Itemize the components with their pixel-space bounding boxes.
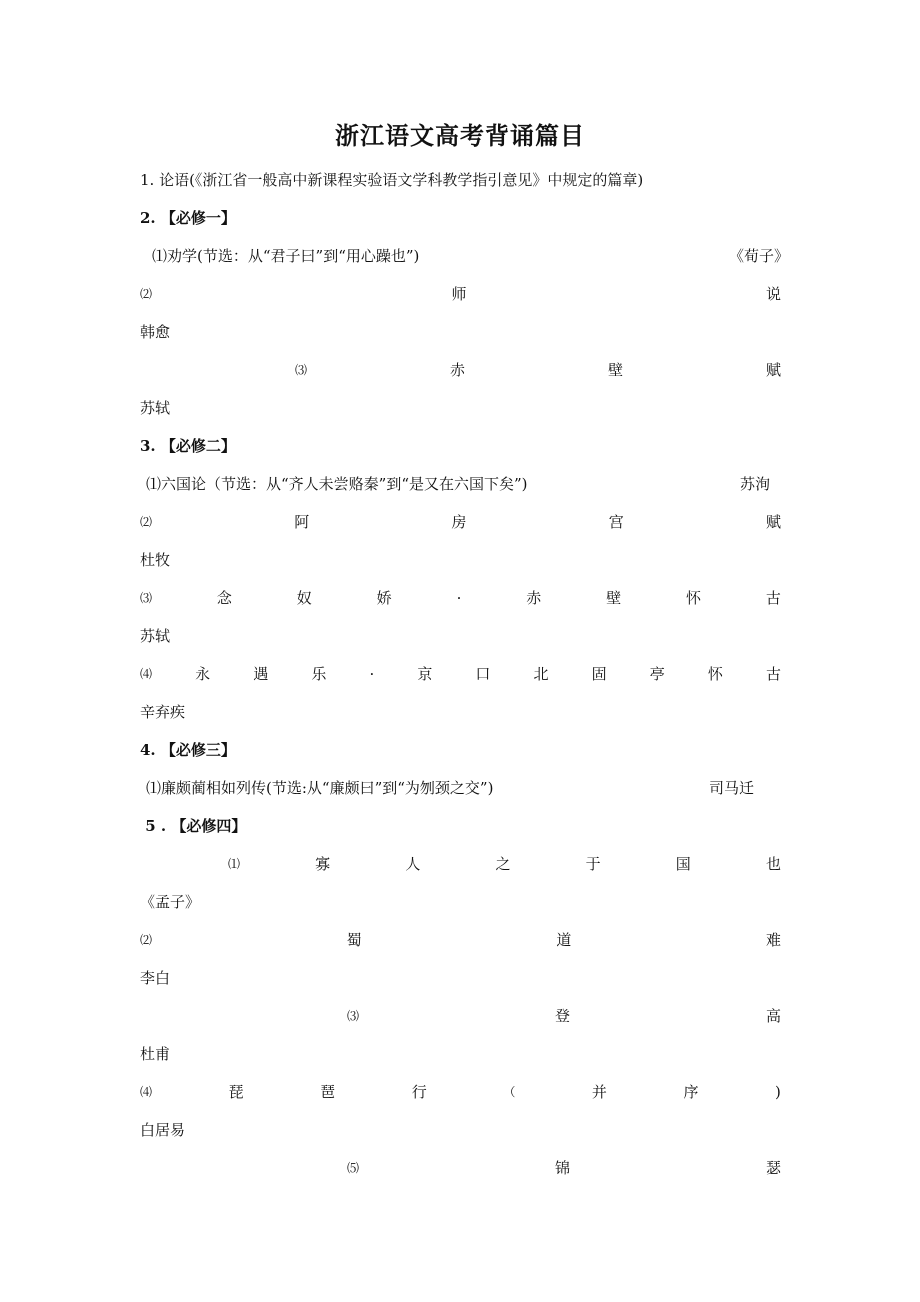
s2-item-1-title: ⑴劝学(节选：从“君子曰”到“用心躁也”)	[152, 247, 420, 265]
s5-item-4	[140, 1080, 781, 1104]
s2-item-3-char: 赤	[449, 361, 465, 379]
section-4-heading: 4. 【必修三】	[140, 741, 236, 759]
s3-item-4-char: 北	[533, 665, 549, 683]
s5-item-2-author: 李白	[140, 969, 171, 987]
s5-item-5-char: 瑟	[765, 1159, 781, 1177]
s5-item-1-char: 于	[585, 855, 601, 873]
section-1-line: 1. 论语(《浙江省一般高中新课程实验语文学科教学指引意见》中规定的篇章)	[140, 171, 644, 189]
s2-item-1-author: 《荀子》	[728, 247, 789, 265]
s3-item-1-title: ⑴六国论（节选：从“齐人未尝赂秦”到“是又在六国下矣”)	[146, 475, 528, 493]
s5-item-2-char: 难	[765, 931, 781, 949]
s2-item-3-number: ⑶	[295, 363, 308, 377]
s2-item-2-number: ⑵	[140, 287, 153, 301]
s5-item-1-char: 也	[765, 855, 781, 873]
s3-item-3-char: 壁	[606, 589, 622, 607]
s3-item-2	[140, 510, 781, 534]
s3-item-4-char: 遇	[253, 665, 269, 683]
s5-item-4-char: 并	[591, 1083, 607, 1101]
s3-item-3-char: 念	[216, 589, 232, 607]
s5-item-1-char: 国	[675, 855, 691, 873]
s5-item-3-author: 杜甫	[140, 1045, 171, 1063]
s4-item-1	[146, 776, 754, 800]
s2-item-3-author: 苏轼	[140, 399, 171, 417]
s4-item-1-title: ⑴廉颇蔺相如列传(节选:从“廉颇曰”到“为刎颈之交”)	[146, 779, 494, 797]
s3-item-3-char: 奴	[296, 589, 312, 607]
s2-item-3-char: 赋	[765, 361, 781, 379]
s3-item-4	[140, 662, 781, 686]
s2-item-3	[295, 358, 781, 382]
s5-item-1-char: 人	[405, 855, 421, 873]
s3-item-3-char: 娇	[376, 589, 392, 607]
s3-item-4-number: ⑷	[140, 667, 153, 681]
s4-item-1-author: 司马迁	[708, 779, 754, 797]
s2-item-3-char: 壁	[607, 361, 623, 379]
s5-item-5	[347, 1156, 781, 1180]
s3-item-4-author: 辛弃疾	[140, 703, 186, 721]
s3-item-2-number: ⑵	[140, 515, 153, 529]
s5-item-2-char: 道	[556, 931, 572, 949]
s3-item-3	[140, 586, 781, 610]
s3-item-3-char: 古	[765, 589, 781, 607]
s5-item-5-number: ⑸	[347, 1161, 360, 1175]
s3-item-2-char: 房	[451, 513, 467, 531]
s5-item-1-author: 《孟子》	[140, 893, 201, 911]
s3-item-4-char: 固	[591, 665, 607, 683]
s5-item-3-char: 登	[554, 1007, 570, 1025]
s3-item-4-char: 乐	[311, 665, 327, 683]
s3-item-3-char: ·	[456, 589, 462, 607]
s5-item-3-number: ⑶	[347, 1009, 360, 1023]
s3-item-2-char: 阿	[294, 513, 310, 531]
s5-item-5-char: 锦	[554, 1159, 570, 1177]
s3-item-3-author: 苏轼	[140, 627, 171, 645]
s5-item-1-char: 寡	[315, 855, 331, 873]
page-title: 浙江语文高考背诵篇目	[335, 121, 585, 150]
section-5-heading: 5 . 【必修四】	[140, 817, 247, 835]
s3-item-1	[146, 472, 770, 496]
s5-item-4-char: 序	[683, 1083, 699, 1101]
s5-item-4-author: 白居易	[140, 1121, 186, 1139]
s3-item-4-char: ·	[369, 665, 375, 683]
s5-item-4-char: )	[775, 1083, 781, 1101]
s5-item-4-number: ⑷	[140, 1085, 153, 1099]
s2-item-2-char: 师	[451, 285, 467, 303]
s3-item-4-char: 口	[475, 665, 491, 683]
s5-item-2-char: 蜀	[346, 931, 362, 949]
s3-item-2-author: 杜牧	[140, 551, 171, 569]
section-3-heading: 3. 【必修二】	[140, 437, 236, 455]
s2-item-1	[152, 244, 789, 268]
s5-item-3-char: 高	[765, 1007, 781, 1025]
section-2-heading: 2. 【必修一】	[140, 209, 236, 227]
s5-item-4-char: 琶	[320, 1083, 336, 1101]
s5-item-1-char: 之	[495, 855, 511, 873]
s5-item-4-char: 行	[411, 1083, 427, 1101]
s3-item-3-char: 赤	[526, 589, 542, 607]
s3-item-4-char: 永	[195, 665, 211, 683]
s2-item-2-char: 说	[765, 285, 781, 303]
s5-item-4-char: 琵	[228, 1083, 244, 1101]
s5-item-1	[228, 852, 781, 876]
s3-item-1-author: 苏洵	[739, 475, 770, 493]
s5-item-1-number: ⑴	[228, 857, 241, 871]
s3-item-2-char: 宫	[608, 513, 624, 531]
s3-item-3-char: 怀	[686, 589, 702, 607]
s3-item-2-char: 赋	[765, 513, 781, 531]
s3-item-4-char: 京	[417, 665, 433, 683]
s5-item-2	[140, 928, 781, 952]
s5-item-3	[347, 1004, 781, 1028]
s5-item-2-number: ⑵	[140, 933, 153, 947]
s3-item-4-char: 古	[765, 665, 781, 683]
s5-item-4-char: （	[503, 1085, 516, 1099]
s3-item-3-number: ⑶	[140, 591, 153, 605]
s2-item-2	[140, 282, 781, 306]
s3-item-4-char: 怀	[707, 665, 723, 683]
s3-item-4-char: 亭	[649, 665, 665, 683]
s2-item-2-author: 韩愈	[140, 323, 171, 341]
